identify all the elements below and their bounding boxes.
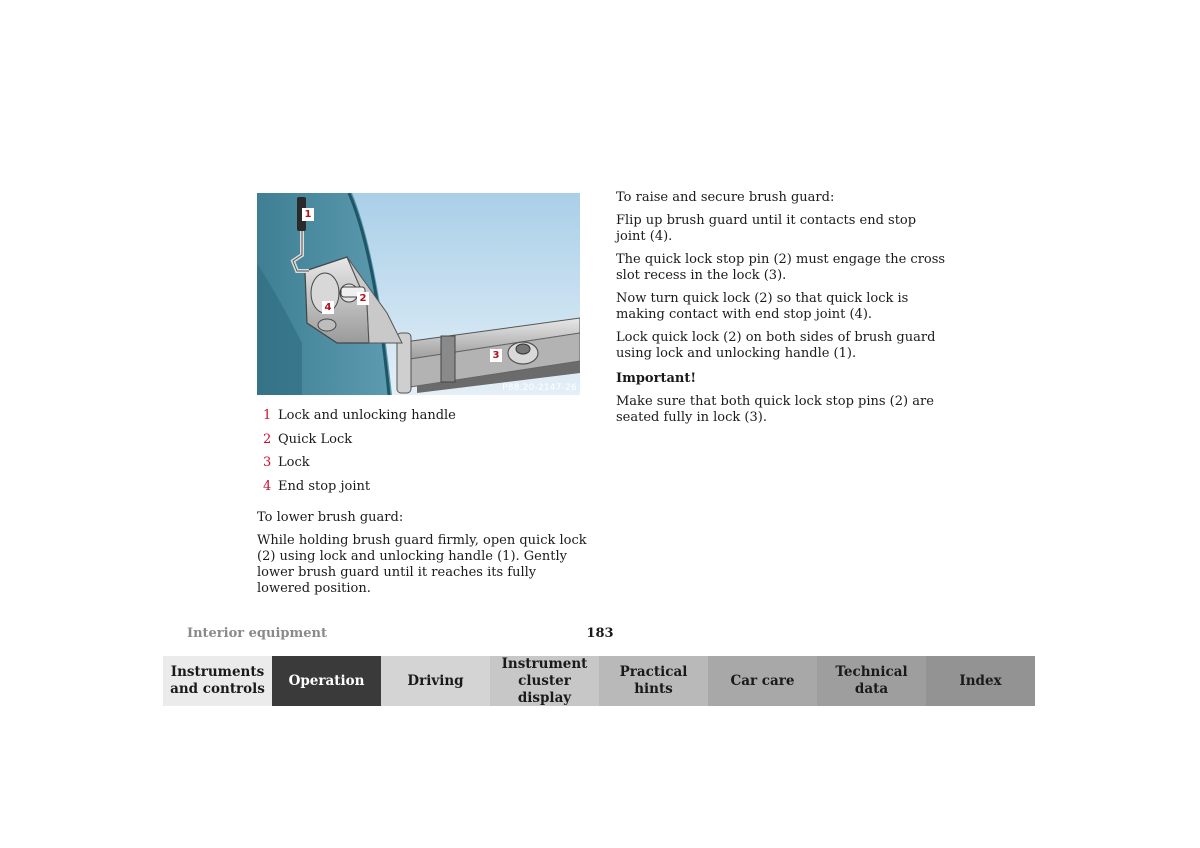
tab-instruments-and-controls[interactable]: Instruments and controls — [163, 656, 272, 706]
raise-instructions — [616, 190, 946, 433]
tab-car-care[interactable]: Car care — [708, 656, 817, 706]
raise-step-3: Now turn quick lock (2) so that quick lock is making contact with end stop joint (4). — [616, 291, 909, 322]
legend-label: End stop joint — [278, 478, 371, 494]
tab-practical-hints[interactable]: Practical hints — [599, 656, 708, 706]
callout-4: 4 — [322, 301, 334, 314]
legend-number: 3 — [263, 455, 272, 470]
important-label: Important! — [616, 371, 697, 386]
legend-label: Quick Lock — [278, 431, 353, 447]
legend-number: 4 — [263, 478, 272, 494]
important-text: Make sure that both quick lock stop pins (2) are seated fully in lock (3). — [616, 394, 934, 425]
legend-label: Lock — [278, 455, 310, 470]
brush-guard-illustration — [257, 193, 580, 395]
figure-legend — [263, 408, 456, 502]
raise-heading: To raise and secure brush guard: — [616, 190, 835, 205]
callout-3: 3 — [490, 349, 502, 362]
raise-step-2: The quick lock stop pin (2) must engage the cross slot recess in the lock (3). — [616, 252, 946, 283]
chapter-nav — [163, 656, 1035, 706]
tab-index[interactable]: Index — [926, 656, 1035, 706]
legend-number: 2 — [263, 431, 272, 447]
raise-step-4: Lock quick lock (2) on both sides of brush guard using lock and unlocking handle (1). — [616, 330, 936, 361]
legend-item — [263, 408, 456, 424]
section-title: Interior equipment — [187, 626, 327, 641]
legend-item — [263, 432, 456, 448]
callout-1: 1 — [302, 208, 314, 221]
page-number: 183 — [586, 626, 614, 641]
lower-heading: To lower brush guard: — [257, 510, 404, 525]
legend-item — [263, 479, 456, 495]
raise-step-1: Flip up brush guard until it contacts end stop joint (4). — [616, 213, 917, 244]
tab-operation[interactable]: Operation — [272, 656, 381, 706]
legend-number: 1 — [263, 408, 272, 423]
tab-instrument-cluster-display[interactable]: Instrument cluster display — [490, 656, 599, 706]
lower-instructions — [257, 510, 587, 604]
callout-2: 2 — [357, 292, 369, 305]
lower-paragraph: While holding brush guard firmly, open quick lock (2) using lock and unlocking handle (1). Gently lower brush guard until it reaches its fully lowered position. — [257, 533, 587, 596]
brush-guard-figure — [257, 193, 580, 395]
figure-code: P88.20-2147-26 — [502, 383, 577, 393]
legend-label: Lock and unlocking handle — [278, 408, 456, 423]
legend-item — [263, 455, 456, 471]
tab-driving[interactable]: Driving — [381, 656, 490, 706]
tab-technical-data[interactable]: Technical data — [817, 656, 926, 706]
